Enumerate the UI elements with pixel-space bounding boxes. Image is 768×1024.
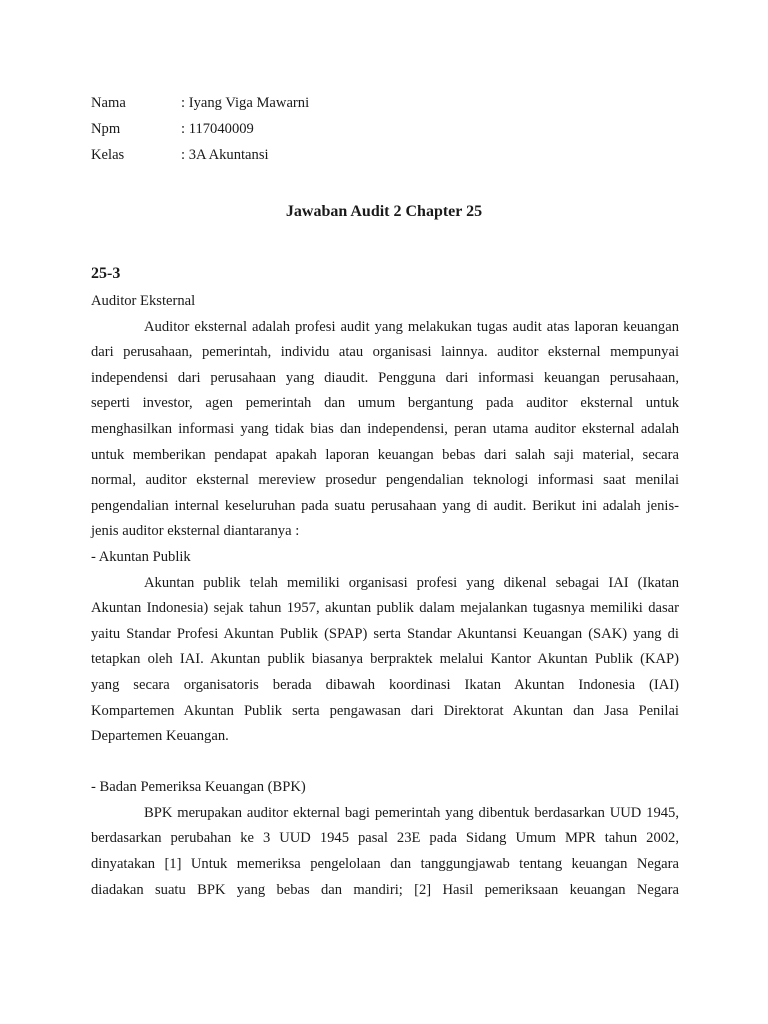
paragraph-line: Akuntan Indonesia) sejak tahun 1957, akuntan publik dalam mejalankan tugasnya memiliki dasar [91, 600, 679, 617]
nama-value: : Iyang Viga Mawarni [181, 95, 310, 111]
blank-line [91, 751, 679, 777]
paragraph-line: jenis auditor eksternal diantaranya : [91, 523, 300, 540]
document-body [91, 290, 679, 904]
paragraph-line: pengendalian internal keseluruhan pada suatu perusahaan yang di audit. Berikut ini adalah jenis- [91, 497, 679, 514]
info-row-kelas [91, 145, 309, 171]
paragraph-line: Auditor eksternal adalah profesi audit yang melakukan tugas audit atas laporan keuangan [144, 318, 679, 335]
student-info [91, 93, 309, 171]
paragraph-line: Departemen Keuangan. [91, 728, 229, 745]
subheading-akuntan-publik: - Akuntan Publik [91, 548, 191, 565]
paragraph-line: diadakan suatu BPK yang bebas dan mandiri; [2] Hasil pemeriksaan keuangan Negara [91, 881, 679, 898]
paragraph-line: Kompartemen Akuntan Publik serta pengawasan dari Direktorat Akuntan dan Jasa Penilai [91, 702, 679, 719]
paragraph-line: tetapkan oleh IAI. Akuntan publik biasanya berpraktek melalui Kantor Akuntan Publik (KAP) [91, 651, 679, 668]
paragraph-line: BPK merupakan auditor ekternal bagi pemerintah yang dibentuk berdasarkan UUD 1945, [144, 804, 679, 821]
paragraph-line: seperti investor, agen pemerintah dan umum bergantung pada auditor eksternal untuk [91, 395, 679, 412]
paragraph-line: normal, auditor eksternal mereview prosedur pengendalian teknologi informasi saat menilai [91, 472, 679, 489]
paragraph-line: Akuntan publik telah memiliki organisasi profesi yang dikenal sebagai IAI (Ikatan [144, 574, 679, 591]
subheading-auditor-eksternal: Auditor Eksternal [91, 293, 196, 309]
paragraph-line: independensi dari perusahaan yang diaudit. Pengguna dari informasi keuangan perusahaan, [91, 369, 679, 386]
paragraph-line: untuk memberikan pendapat apakah laporan keuangan bebas dari salah saji material, secara [91, 446, 679, 463]
info-row-nama [91, 93, 309, 119]
document-title: Jawaban Audit 2 Chapter 25 [285, 203, 483, 220]
paragraph-line: dari perusahaan, pemerintah, individu atau organisasi lainnya. auditor eksternal mempunyai [91, 344, 679, 361]
paragraph-line: menghasilkan informasi yang tidak bias dan independensi, peran utama auditor eksternal adalah [91, 420, 679, 437]
npm-value: : 117040009 [181, 121, 254, 137]
nama-label: Nama [91, 95, 126, 111]
paragraph-line: yang secara organisatoris berada dibawah koordinasi Ikatan Akuntan Indonesia (IAI) [91, 676, 679, 693]
kelas-label: Kelas [91, 147, 125, 163]
npm-label: Npm [91, 121, 121, 137]
paragraph-line: dinyatakan [1] Untuk memeriksa pengelolaan dan tanggungjawab tentang keuangan Negara [91, 856, 679, 873]
paragraph-line: berdasarkan perubahan ke 3 UUD 1945 pasal 23E pada Sidang Umum MPR tahun 2002, [91, 830, 679, 847]
kelas-value: : 3A Akuntansi [181, 147, 269, 163]
section-heading: 25-3 [91, 265, 121, 282]
info-row-npm [91, 119, 309, 145]
paragraph-line: yaitu Standar Profesi Akuntan Publik (SPAP) serta Standar Akuntansi Keuangan (SAK) yang di [91, 625, 679, 642]
subheading-bpk: - Badan Pemeriksa Keuangan (BPK) [91, 779, 306, 796]
